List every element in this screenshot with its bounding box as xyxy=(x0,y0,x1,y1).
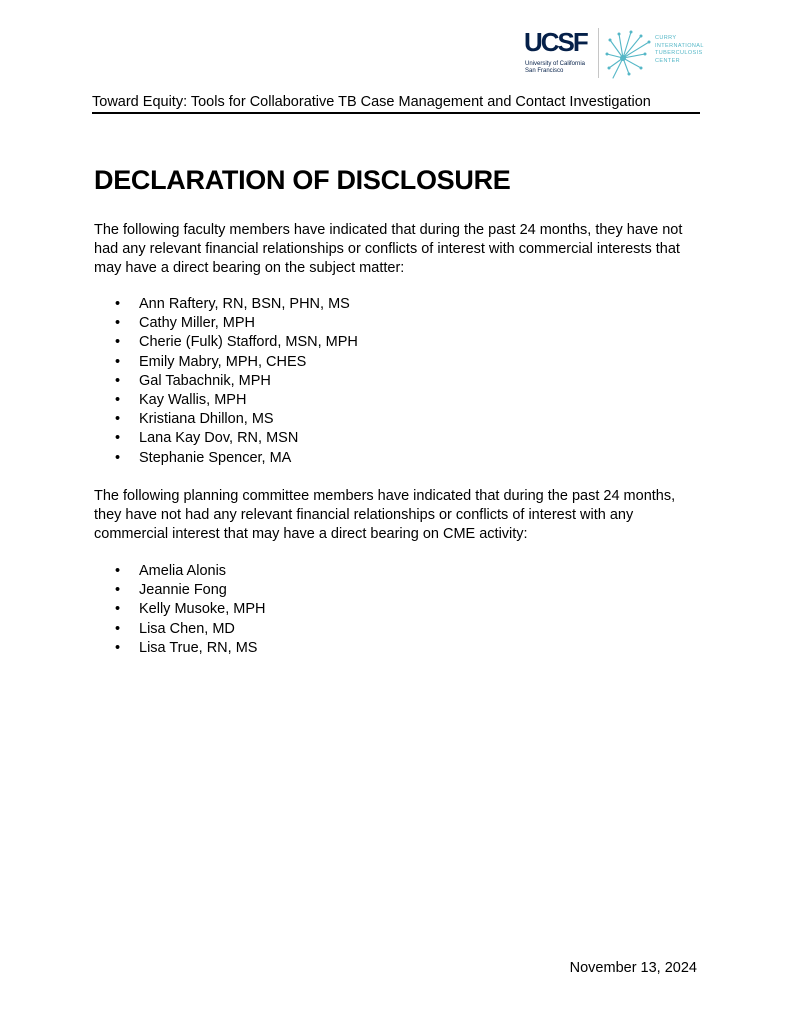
curry-text-line-3: TUBERCULOSIS xyxy=(655,50,703,56)
list-item: • Stephanie Spencer, MA xyxy=(94,449,358,468)
ucsf-subtitle-line-2: San Francisco xyxy=(525,68,564,74)
running-header-title: Toward Equity: Tools for Collaborative TB Case Management and Contact Investigation xyxy=(92,94,651,110)
curry-text-line-1: CURRY xyxy=(655,35,677,41)
ucsf-logo xyxy=(523,26,595,82)
dandelion-icon xyxy=(605,28,653,82)
committee-intro-paragraph: The following planning committee members have indicated that during the past 24 months, they have not had any relevant financial relationships or conflicts of interest with any commercial interest that may have a direct bearing on CME activity: xyxy=(94,488,676,542)
list-item: • Amelia Alonis xyxy=(94,562,266,581)
list-item: • Kay Wallis, MPH xyxy=(94,391,358,410)
curry-logo-text xyxy=(655,35,704,65)
list-item: • Gal Tabachnik, MPH xyxy=(94,372,358,391)
list-item: • Kelly Musoke, MPH xyxy=(94,600,266,619)
list-item: • Cathy Miller, MPH xyxy=(94,314,358,333)
curry-text-line-2: INTERNATIONAL xyxy=(655,42,704,49)
curry-center-logo xyxy=(605,28,715,82)
ucsf-logo-subtitle xyxy=(525,61,585,75)
curry-text-line-4: CENTER xyxy=(655,57,681,64)
header-rule xyxy=(92,112,700,114)
list-item: • Emily Mabry, MPH, CHES xyxy=(94,353,358,372)
list-item: • Jeannie Fong xyxy=(94,581,266,600)
ucsf-logo-mark: UCSF xyxy=(524,27,587,57)
faculty-intro-paragraph: The following faculty members have indicated that during the past 24 months, they have not had any relevant financial relationships or conflicts of interest with commercial interests that may have a direct bearing on the subject matter: xyxy=(94,222,683,276)
committee-list xyxy=(94,562,266,658)
ucsf-subtitle-line-1: University of California xyxy=(525,61,586,67)
faculty-list xyxy=(94,295,358,468)
list-item: • Lisa True, RN, MS xyxy=(94,639,266,658)
list-item: • Ann Raftery, RN, BSN, PHN, MS xyxy=(94,295,358,314)
running-header xyxy=(92,92,700,114)
document-date: November 13, 2024 xyxy=(569,960,697,976)
list-item: • Lana Kay Dov, RN, MSN xyxy=(94,429,358,448)
list-item: • Cherie (Fulk) Stafford, MSN, MPH xyxy=(94,333,358,352)
page-title: DECLARATION OF DISCLOSURE xyxy=(94,165,511,195)
header-logos xyxy=(523,26,713,82)
list-item: • Kristiana Dhillon, MS xyxy=(94,410,358,429)
list-item: • Lisa Chen, MD xyxy=(94,620,266,639)
logo-divider xyxy=(598,28,599,78)
